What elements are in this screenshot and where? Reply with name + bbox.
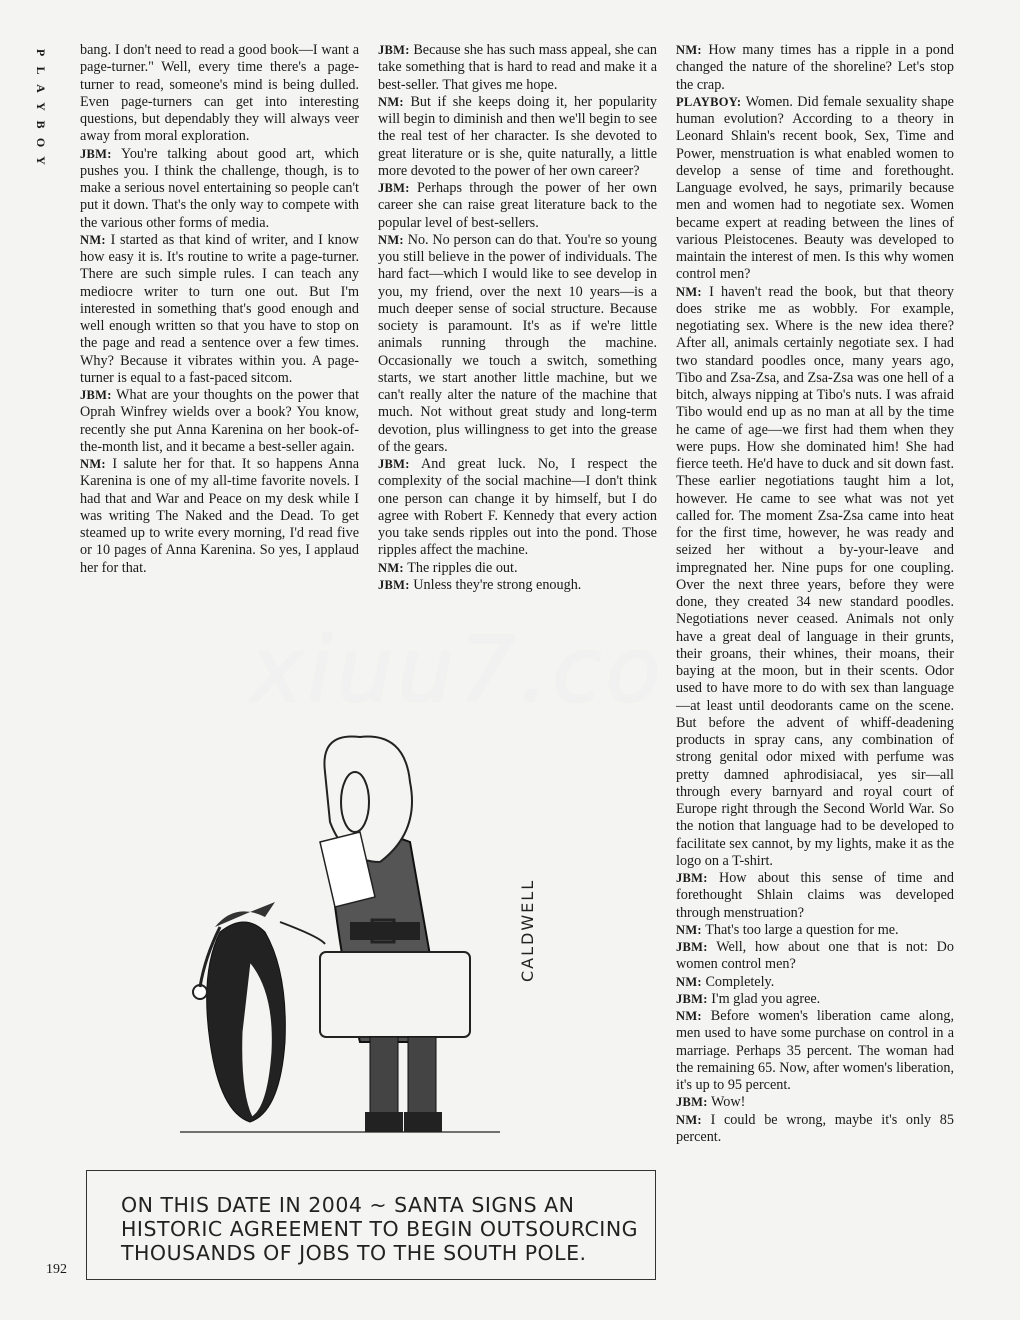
interview-paragraph bbox=[676, 991, 954, 1008]
paragraph-text: The ripples die out. bbox=[407, 559, 518, 576]
interview-paragraph bbox=[676, 284, 954, 871]
speaker-label: JBM: bbox=[80, 146, 112, 161]
interview-paragraph bbox=[80, 387, 359, 456]
speaker-label: JBM: bbox=[378, 577, 410, 592]
speaker-label: JBM: bbox=[378, 457, 410, 471]
cartoon-caption-box bbox=[86, 1170, 656, 1280]
paragraph-text: I haven't read the book, but that theory does strike me as wobbly. For example, negotiating sex. Where is the new idea there? After all, animals certainly negotiate sex. I had two standard poodles once, many years ago, Tibo and Zsa-Zsa, and Zsa-Zsa was one hell of a bitch, always nipping at Tibo's nuts. I was afraid Tibo would end up as no man at all by the time he came of age—we first had them when they were pups. How she dominated him! She had fierce teeth. He'd have to duck and sit down fast. These earlier negotiations taught him a lot, however. He came to see what was not yet called for. The moment Zsa-Zsa came into heat for the first time, however, he was ready and seized her without a by-your-leave and impregnated her. Nine pups for one coupling. Over the next three years, before they were done, they created 34 new standard poodles. Negotiations never ceased. Animals not only have a great deal of language in their grunts, their groans, their whines, their moans, their baying at the moon, but in their scents. Odor used to have more to do with sex than language—at least until deodorants came on the scene. But before the advent of whiff-deadening products in spray cans, any combination of strong genital odor mixed with perfume was pretty damned aphrodisiacal, yes sir—all through every barnyard and royal court of Europe right through the Second World War. So the notion that language had to be developed to facilitate sex cannot, by my lights, make it as the logo on a T-shirt. bbox=[676, 283, 954, 869]
speaker-label: JBM: bbox=[676, 871, 708, 885]
speaker-label: NM: bbox=[80, 232, 106, 247]
speaker-label: JBM: bbox=[676, 1095, 708, 1110]
speaker-label: JBM: bbox=[378, 181, 410, 195]
paragraph-text: I'm glad you agree. bbox=[711, 990, 821, 1007]
paragraph-text: Because she has such mass appeal, she can take something that is hard to read and make it a best-seller. That gives me hope. bbox=[378, 42, 657, 93]
speaker-label: NM: bbox=[676, 1112, 702, 1127]
speaker-label: NM: bbox=[378, 560, 404, 575]
logo-letter: A bbox=[34, 84, 48, 94]
interview-paragraph bbox=[80, 146, 359, 232]
cartoon-caption: ON THIS DATE IN 2004 ~ SANTA SIGNS AN HISTORIC AGREEMENT TO BEGIN OUTSOURCING THOUSANDS OF JOBS TO THE SOUTH POLE. bbox=[121, 1193, 639, 1265]
interview-paragraph bbox=[80, 456, 359, 577]
paragraph-text: You're talking about good art, which pushes you. I think the challenge, though, is to make a serious novel entertaining so people can't put it down. That's the only way to compete with the various other forms of media. bbox=[80, 145, 359, 231]
speaker-label: NM: bbox=[378, 232, 404, 247]
page-number: 192 bbox=[46, 1262, 67, 1277]
magazine-logo bbox=[30, 44, 52, 170]
interview-paragraph bbox=[378, 560, 657, 577]
paragraph-text: Women. Did female sexuality shape human evolution? According to a theory in Leonard Shlain's recent book, Sex, Time and Power, menstruation is what enabled women to develop a sense of time and forethought. Language evolved, he says, primarily because men and women had to negotiate sex. Women became expert at reading between the lines of various Pleistocenes. Beauty was developed to maintain the interest of men. Is this why women control men? bbox=[676, 93, 954, 283]
paragraph-text: How many times has a ripple in a pond changed the nature of the shoreline? Let's stop the crap. bbox=[676, 42, 955, 93]
logo-letter: Y bbox=[34, 156, 48, 166]
interview-paragraph bbox=[676, 42, 954, 94]
speaker-label: NM: bbox=[676, 43, 702, 57]
paragraph-text: But if she keeps doing it, her popularity will begin to diminish and then we'll begin to see the real test of her character. Is she devoted to great literature or is she, quite naturally, a little more devoted to the power of her own career? bbox=[378, 93, 658, 179]
speaker-label: JBM: bbox=[80, 388, 112, 402]
speaker-label: NM: bbox=[80, 457, 106, 471]
paragraph-text: I salute her for that. It so happens Anna Karenina is one of my all-time favorite novels. I had that and War and Peace on my desk while I was writing The Naked and the Dead. To get steamed up to write every morning, I'd read five or 10 pages of Anna Karenina. So yes, I applaud her for that. bbox=[80, 456, 360, 576]
interview-paragraph bbox=[676, 1094, 954, 1111]
santa-cartoon-illustration bbox=[180, 712, 580, 1152]
interview-paragraph bbox=[676, 939, 954, 974]
interview-paragraph bbox=[378, 456, 657, 560]
logo-letter: P bbox=[34, 48, 48, 58]
interview-paragraph bbox=[378, 94, 657, 180]
speaker-label: NM: bbox=[378, 94, 404, 109]
speaker-label: JBM: bbox=[378, 43, 410, 57]
interview-paragraph bbox=[378, 180, 657, 232]
interview-paragraph bbox=[676, 1112, 954, 1147]
interview-paragraph bbox=[676, 922, 954, 939]
speaker-label: NM: bbox=[676, 922, 702, 937]
speaker-label: NM: bbox=[676, 1009, 702, 1023]
interview-paragraph bbox=[80, 232, 359, 387]
text-column-3 bbox=[676, 42, 954, 1146]
paragraph-text: Wow! bbox=[711, 1094, 746, 1111]
interview-paragraph bbox=[80, 42, 359, 146]
paragraph-text: How about this sense of time and forethought Shlain claims was developed through menstruation? bbox=[676, 870, 954, 921]
logo-letter: L bbox=[34, 66, 48, 76]
paragraph-text: I could be wrong, maybe it's only 85 percent. bbox=[676, 1111, 954, 1145]
speaker-label: JBM: bbox=[676, 991, 708, 1006]
paragraph-text: bang. I don't need to read a good book—I want a page-turner." Well, every time there's a page-turner to read, someone's mind is being dulled. Even page-turners can get into interesting questions, but dependably they will always veer away from moral exploration. bbox=[80, 42, 359, 145]
interview-paragraph bbox=[378, 42, 657, 94]
logo-letter: B bbox=[34, 120, 48, 130]
interview-paragraph bbox=[378, 577, 657, 594]
cartoonist-signature: CALDWELL bbox=[518, 878, 537, 982]
watermark: xiuu7.co bbox=[250, 618, 665, 723]
paragraph-text: I started as that kind of writer, and I know how easy it is. It's routine to write a page-turner. There are such simple rules. I can teach any mediocre writer to turn one out. But I'm interested in something that's good enough and well enough written so that you have to stop on the page and read a sentence over a few times. Why? Because it vibrates within you. A page-turner is equal to a fast-paced sitcom. bbox=[80, 231, 360, 386]
logo-letter: O bbox=[34, 137, 48, 149]
speaker-label: NM: bbox=[676, 974, 702, 989]
interview-paragraph bbox=[378, 232, 657, 456]
paragraph-text: Completely. bbox=[705, 973, 775, 990]
interview-paragraph bbox=[676, 1008, 954, 1094]
text-column-1 bbox=[80, 42, 359, 577]
paragraph-text: Well, how about one that is not: Do women control men? bbox=[676, 939, 954, 973]
speaker-label: JBM: bbox=[676, 940, 708, 954]
paragraph-text: Unless they're strong enough. bbox=[413, 576, 582, 593]
paragraph-text: What are your thoughts on the power that Oprah Winfrey wields over a book? You know, recently she put Anna Karenina on her book-of-the-month list, and it became a best-seller again. bbox=[80, 387, 360, 455]
paragraph-text: Perhaps through the power of her own career she can raise great literature back to the popular level of best-sellers. bbox=[378, 180, 657, 231]
paragraph-text: And great luck. No, I respect the complexity of the social machine—I don't think one person can change it by himself, but I do agree with Robert F. Kennedy that every action you take sends ripples out into the pond. Those ripples affect the machine. bbox=[378, 456, 657, 559]
speaker-label: NM: bbox=[676, 284, 702, 299]
text-column-2 bbox=[378, 42, 657, 594]
paragraph-text: That's too large a question for me. bbox=[705, 921, 899, 938]
paragraph-text: Before women's liberation came along, men used to have some purchase on control in a marriage. Perhaps 35 percent. The woman had the remaining 65. Now, after women's liberation, it's up to 95 percent. bbox=[676, 1008, 954, 1093]
interview-paragraph bbox=[676, 974, 954, 991]
interview-paragraph bbox=[676, 870, 954, 922]
logo-letter: Y bbox=[34, 102, 48, 112]
interview-paragraph bbox=[676, 94, 954, 284]
paragraph-text: No. No person can do that. You're so young you still believe in the power of individuals. The hard fact—which I would like to see develop in you, my friend, over the next 10 years—is a much deeper sense of social structure. Because society is paramount. It's as if we're little animals running through the machine. Occasionally we touch a switch, something starts, we start another little machine, but we can't really alter the nature of the machine that much. Not without great study and long-term devotion, plus willingness to get into the grease of the gears. bbox=[378, 231, 657, 455]
speaker-label: PLAYBOY: bbox=[676, 94, 742, 109]
